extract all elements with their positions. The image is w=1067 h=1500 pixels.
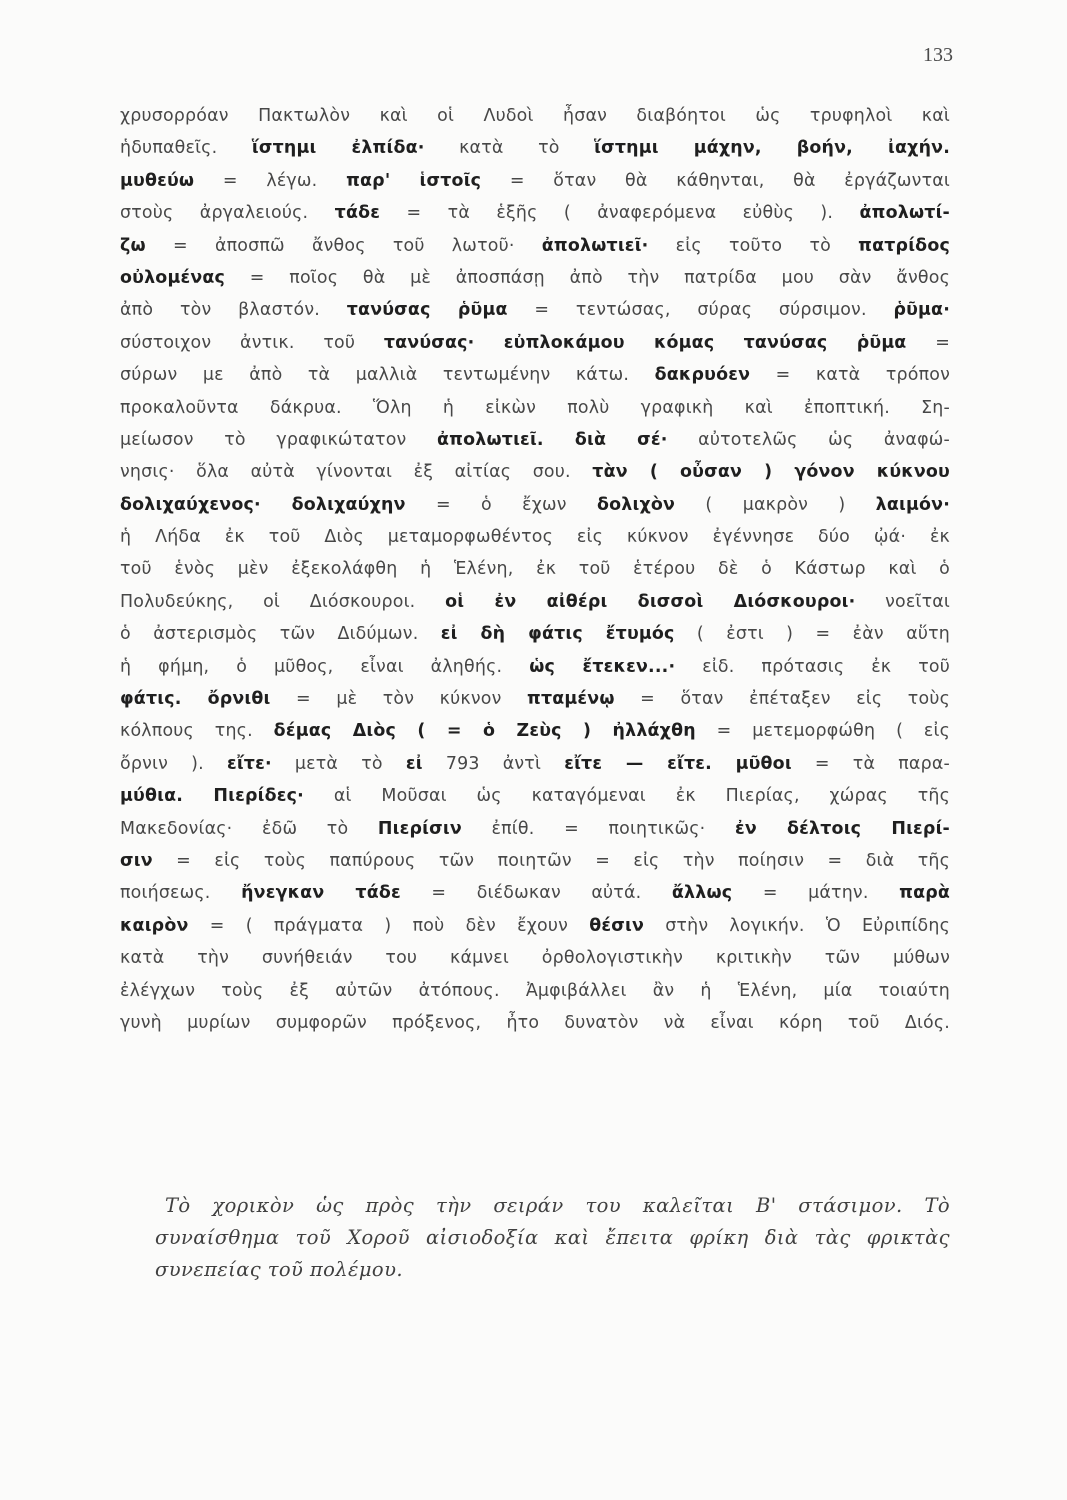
closing-line: [155, 1254, 950, 1286]
commentary-line: [120, 132, 950, 164]
commentary-line: [120, 553, 950, 585]
bold-term: θέσιν: [589, 915, 644, 936]
bold-term: ὡς ἔτεκεν...·: [529, 656, 676, 677]
text-segment: σύστοιχον ἀντικ. τοῦ: [120, 332, 384, 353]
commentary-line: [120, 392, 950, 424]
text-segment: ( ἐστι ) = ἐὰν αὕτη: [674, 624, 950, 645]
text-segment: = τὰ ἑξῆς ( ἀναφερόμενα εὐθὺς ).: [380, 203, 860, 224]
commentary-line: [120, 262, 950, 294]
text-segment: κόλπους της.: [120, 721, 274, 742]
commentary-line: [120, 424, 950, 456]
bold-term: ἀπολωτί-: [859, 203, 950, 224]
text-segment: = ( πράγματα ) ποὺ δὲν ἔχουν: [188, 915, 590, 936]
bold-term: πταμένῳ: [527, 689, 615, 710]
commentary-line: [120, 780, 950, 812]
bold-term: δολιχαύχενος· δολιχαύχην: [120, 494, 406, 515]
text-segment: = ὅταν ἐπέταξεν εἰς τοὺς: [614, 689, 950, 710]
text-segment: = διέδωκαν αὐτά.: [400, 883, 672, 904]
bold-term: οὐλομένας: [120, 267, 226, 288]
bold-term: δέμας Διὸς ( = ὁ Ζεὺς ) ἠλλάχθη: [273, 721, 696, 742]
text-segment: = μάτην.: [732, 883, 900, 904]
bold-term: λαιμόν·: [875, 494, 950, 515]
bold-term: πατρίδος: [858, 235, 950, 256]
text-segment: κατὰ τὴν συνήθειάν του κάμνει ὀρθολογιστικὴν κριτικὴν τῶν μύθων: [120, 948, 950, 969]
commentary-line: [120, 651, 950, 683]
commentary-line: [120, 813, 950, 845]
bold-term: ἵστημι μάχην, βοήν, ἰαχήν.: [594, 138, 950, 159]
commentary-line: [120, 715, 950, 747]
text-segment: = ὅταν θὰ κάθηνται, θὰ ἐργάζωνται: [481, 170, 950, 191]
commentary-line: [120, 359, 950, 391]
bold-term: τανύσας ῥῦμα: [346, 300, 508, 321]
bold-term: εἰ δὴ φάτις ἔτυμός: [440, 624, 675, 645]
text-segment: χρυσορρόαν Πακτωλὸν καὶ οἱ Λυδοὶ ἦσαν διαβόητοι ὡς τρυφηλοὶ καὶ: [120, 106, 950, 126]
commentary-line: [120, 489, 950, 521]
commentary-line: [120, 877, 950, 909]
commentary-line: [120, 683, 950, 715]
commentary-line: [120, 942, 950, 974]
bold-term: Πιερίσιν: [377, 818, 462, 839]
text-segment: ἀπὸ τὸν βλαστόν.: [120, 300, 347, 321]
italic-text: συναίσθημα τοῦ Χοροῦ αἰσιοδοξία καὶ ἔπειτα φρίκη διὰ τὰς φρικτὰς: [155, 1226, 950, 1249]
commentary-line: [120, 327, 950, 359]
bold-term: ἵστημι ἐλπίδα·: [251, 138, 425, 159]
page-number: 133: [923, 44, 953, 66]
bold-term: ἀπολωτιεῖ. διὰ σέ·: [437, 429, 668, 450]
commentary-line: [120, 748, 950, 780]
text-segment: στὴν λογικήν. Ὁ Εὐριπίδης: [644, 915, 950, 936]
commentary-line: [120, 975, 950, 1007]
bold-term: τανύσας· εὐπλοκάμου κόμας τανύσας ῥῦμα: [383, 332, 907, 353]
text-segment: αὐτοτελῶς ὡς ἀναφώ-: [667, 429, 950, 450]
text-segment: προκαλοῦντα δάκρυα. Ὅλη ἡ εἰκὼν πολὺ γραφικὴ καὶ ἐποπτική. Ση-: [120, 397, 950, 418]
text-segment: = ποῖος θὰ μὲ ἀποσπάσῃ ἀπὸ τὴν πατρίδα μου σὰν ἄνθος: [225, 267, 950, 288]
closing-line: [155, 1190, 950, 1222]
bold-term: τάδε: [334, 203, 381, 224]
bold-term: ῥῦμα·: [893, 300, 950, 321]
text-segment: ἐλέγχων τοὺς ἐξ αὐτῶν ἀτόπους. Ἀμφιβάλλει ἂν ἡ Ἑλένη, μία τοιαύτη: [120, 980, 950, 1001]
text-segment: ὁ ἀστερισμὸς τῶν Διδύμων.: [120, 624, 441, 645]
commentary-line: [120, 456, 950, 488]
text-segment: = κατὰ τρόπον: [750, 365, 950, 386]
text-segment: εἰδ. πρότασις ἐκ τοῦ: [675, 656, 950, 677]
commentary-line: [120, 100, 950, 132]
text-segment: μετὰ τὸ: [271, 753, 406, 774]
text-segment: ἐπίθ. = ποιητικῶς·: [461, 818, 735, 839]
text-segment: 793 ἀντὶ: [422, 753, 565, 774]
text-segment: σύρων με ἀπὸ τὰ μαλλιὰ τεντωμένην κάτω.: [120, 365, 655, 386]
text-segment: εἰς τοῦτο τὸ: [648, 235, 859, 256]
commentary-line: [120, 521, 950, 553]
commentary-line: [120, 165, 950, 197]
bold-term: εἴτε — εἴτε. μῦθοι: [564, 753, 792, 774]
bold-term: μυθεύω: [120, 170, 195, 191]
text-segment: = μὲ τὸν κύκνον: [270, 689, 528, 710]
text-segment: = μετεμορφώθη ( εἰς: [695, 721, 950, 742]
bold-term: δακρυόεν: [654, 365, 751, 386]
text-segment: ὄρνιν ).: [120, 753, 227, 774]
text-segment: νοεῖται: [855, 591, 950, 612]
bold-term: εἴτε·: [226, 753, 272, 774]
text-segment: ἡ Λήδα ἐκ τοῦ Διὸς μεταμορφωθέντος εἰς κύκνον ἐγέννησε δύο ᾠά· ἐκ: [120, 527, 950, 548]
text-segment: κατὰ τὸ: [424, 138, 595, 159]
text-segment: =: [906, 332, 950, 353]
bold-term: σιν: [120, 850, 153, 871]
bold-term: εἰ: [405, 753, 423, 774]
bold-term: φάτις. ὄρνιθι: [120, 689, 271, 710]
text-segment: γυνὴ μυρίων συμφορῶν πρόξενος, ἦτο δυνατὸν νὰ εἶναι κόρη τοῦ Διός.: [120, 1012, 950, 1033]
text-segment: μείωσον τὸ γραφικώτατον: [120, 429, 438, 450]
text-segment: Μακεδονίας· ἐδῶ τὸ: [120, 818, 378, 839]
bold-term: δολιχὸν: [597, 494, 676, 515]
bold-term: ἤνεγκαν τάδε: [241, 883, 401, 904]
commentary-line: [120, 1007, 950, 1039]
bold-term: οἱ ἐν αἰθέρι δισσοὶ Διόσκουροι·: [445, 591, 856, 612]
commentary-line: [120, 197, 950, 229]
commentary-line: [120, 294, 950, 326]
text-segment: = ἀποσπῶ ἄνθος τοῦ λωτοῦ·: [145, 235, 542, 256]
text-segment: ποιήσεως.: [120, 883, 242, 904]
text-segment: ἡ φήμη, ὁ μῦθος, εἶναι ἀληθής.: [120, 656, 530, 677]
closing-paragraph: [155, 1190, 950, 1286]
text-segment: = τεντώσας, σύρας σύρσιμον.: [507, 300, 894, 321]
text-segment: ( μακρὸν ): [675, 494, 876, 515]
text-segment: αἱ Μοῦσαι ὡς καταγόμεναι ἐκ Πιερίας, χώρας τῆς: [303, 786, 950, 807]
commentary-line: [120, 910, 950, 942]
bold-term: παρὰ: [899, 883, 950, 904]
bold-term: παρ' ἱστοῖς: [346, 170, 482, 191]
commentary-block: [120, 100, 950, 1039]
closing-line: [155, 1222, 950, 1254]
bold-term: μύθια. Πιερίδες·: [120, 786, 304, 807]
bold-term: ἀπολωτιεῖ·: [541, 235, 649, 256]
text-segment: = λέγω.: [194, 170, 347, 191]
italic-text: Τὸ χορικὸν ὡς πρὸς τὴν σειράν του καλεῖται Β' στάσιμον. Τὸ: [165, 1194, 950, 1217]
text-segment: Πολυδεύκης, οἱ Διόσκουροι.: [120, 591, 446, 612]
text-segment: = τὰ παρα-: [791, 753, 950, 774]
text-segment: τοῦ ἑνὸς μὲν ἐξεκολάφθη ἡ Ἑλένη, ἐκ τοῦ ἑτέρου δὲ ὁ Κάστωρ καὶ ὁ: [120, 559, 950, 580]
text-segment: στοὺς ἀργαλειούς.: [120, 203, 335, 224]
text-segment: ἡδυπαθεῖς.: [120, 138, 252, 159]
commentary-line: [120, 230, 950, 262]
bold-term: τὰν ( οὖσαν ) γόνον κύκνου: [592, 462, 950, 483]
text-segment: = εἰς τοὺς παπύρους τῶν ποιητῶν = εἰς τὴν ποίησιν = διὰ τῆς: [152, 850, 950, 871]
text-segment: νησις· ὅλα αὐτὰ γίνονται ἐξ αἰτίας σου.: [120, 462, 593, 483]
bold-term: ἐν δέλτοις Πιερί-: [734, 818, 950, 839]
text-segment: = ὁ ἔχων: [405, 494, 598, 515]
bold-term: καιρὸν: [120, 915, 189, 936]
commentary-line: [120, 845, 950, 877]
commentary-line: [120, 586, 950, 618]
bold-term: ἄλλως: [671, 883, 733, 904]
commentary-line: [120, 618, 950, 650]
italic-text: συνεπείας τοῦ πολέμου.: [155, 1258, 403, 1281]
bold-term: ζω: [120, 235, 146, 256]
